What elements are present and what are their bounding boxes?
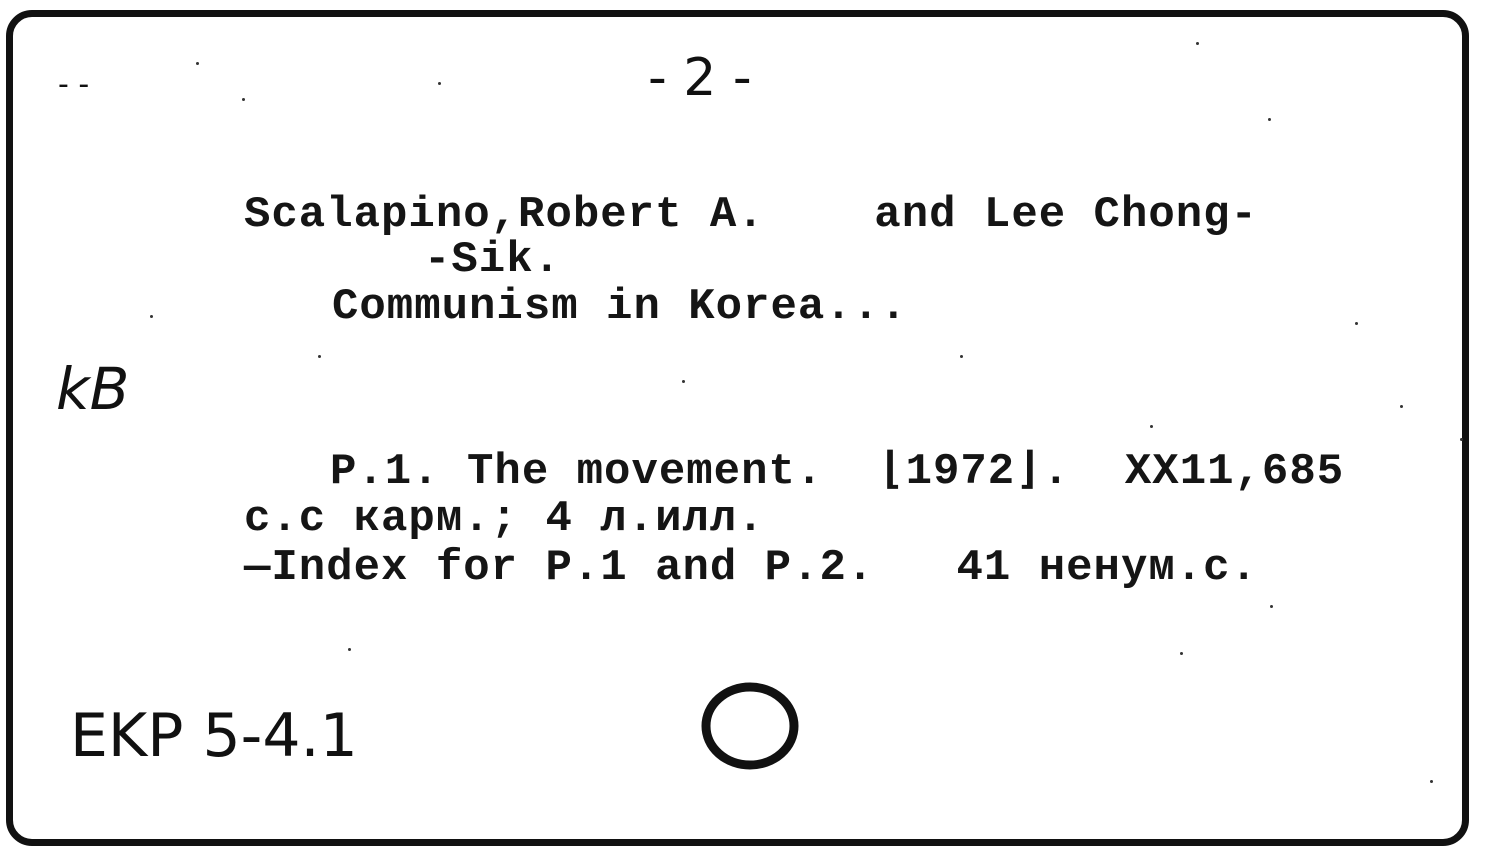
speck bbox=[438, 82, 441, 85]
illustrations-line: c.c карм.; 4 л.илл. bbox=[244, 494, 765, 544]
speck bbox=[682, 380, 685, 383]
speck bbox=[1180, 652, 1183, 655]
speck bbox=[348, 648, 351, 651]
shelf-mark: EKP 5-4.1 bbox=[70, 701, 358, 771]
speck bbox=[1400, 405, 1403, 408]
speck bbox=[150, 315, 153, 318]
speck bbox=[196, 62, 199, 65]
page-mark-left: - - bbox=[58, 67, 90, 102]
index-line: —Index for P.1 and P.2. 41 ненум.с. bbox=[244, 543, 1258, 593]
handwritten-mark: kB bbox=[56, 355, 130, 423]
speck bbox=[242, 98, 245, 101]
part-line: P.1. The movement. ⌊1972⌋. XX11,685 bbox=[330, 447, 1345, 497]
punch-hole-icon bbox=[696, 676, 806, 776]
speck bbox=[1268, 118, 1271, 121]
author-line: Scalapino,Robert A. and Lee Chong- bbox=[244, 190, 1258, 240]
speck bbox=[1270, 605, 1273, 608]
page-number: - 2 - bbox=[648, 48, 752, 108]
speck bbox=[1196, 42, 1199, 45]
speck bbox=[1150, 425, 1153, 428]
speck bbox=[318, 355, 321, 358]
speck bbox=[960, 355, 963, 358]
speck bbox=[1355, 322, 1358, 325]
author-continuation: -Sik. bbox=[424, 235, 562, 285]
title-line: Communism in Korea... bbox=[332, 282, 908, 332]
speck bbox=[1430, 780, 1433, 783]
speck bbox=[1460, 438, 1463, 441]
